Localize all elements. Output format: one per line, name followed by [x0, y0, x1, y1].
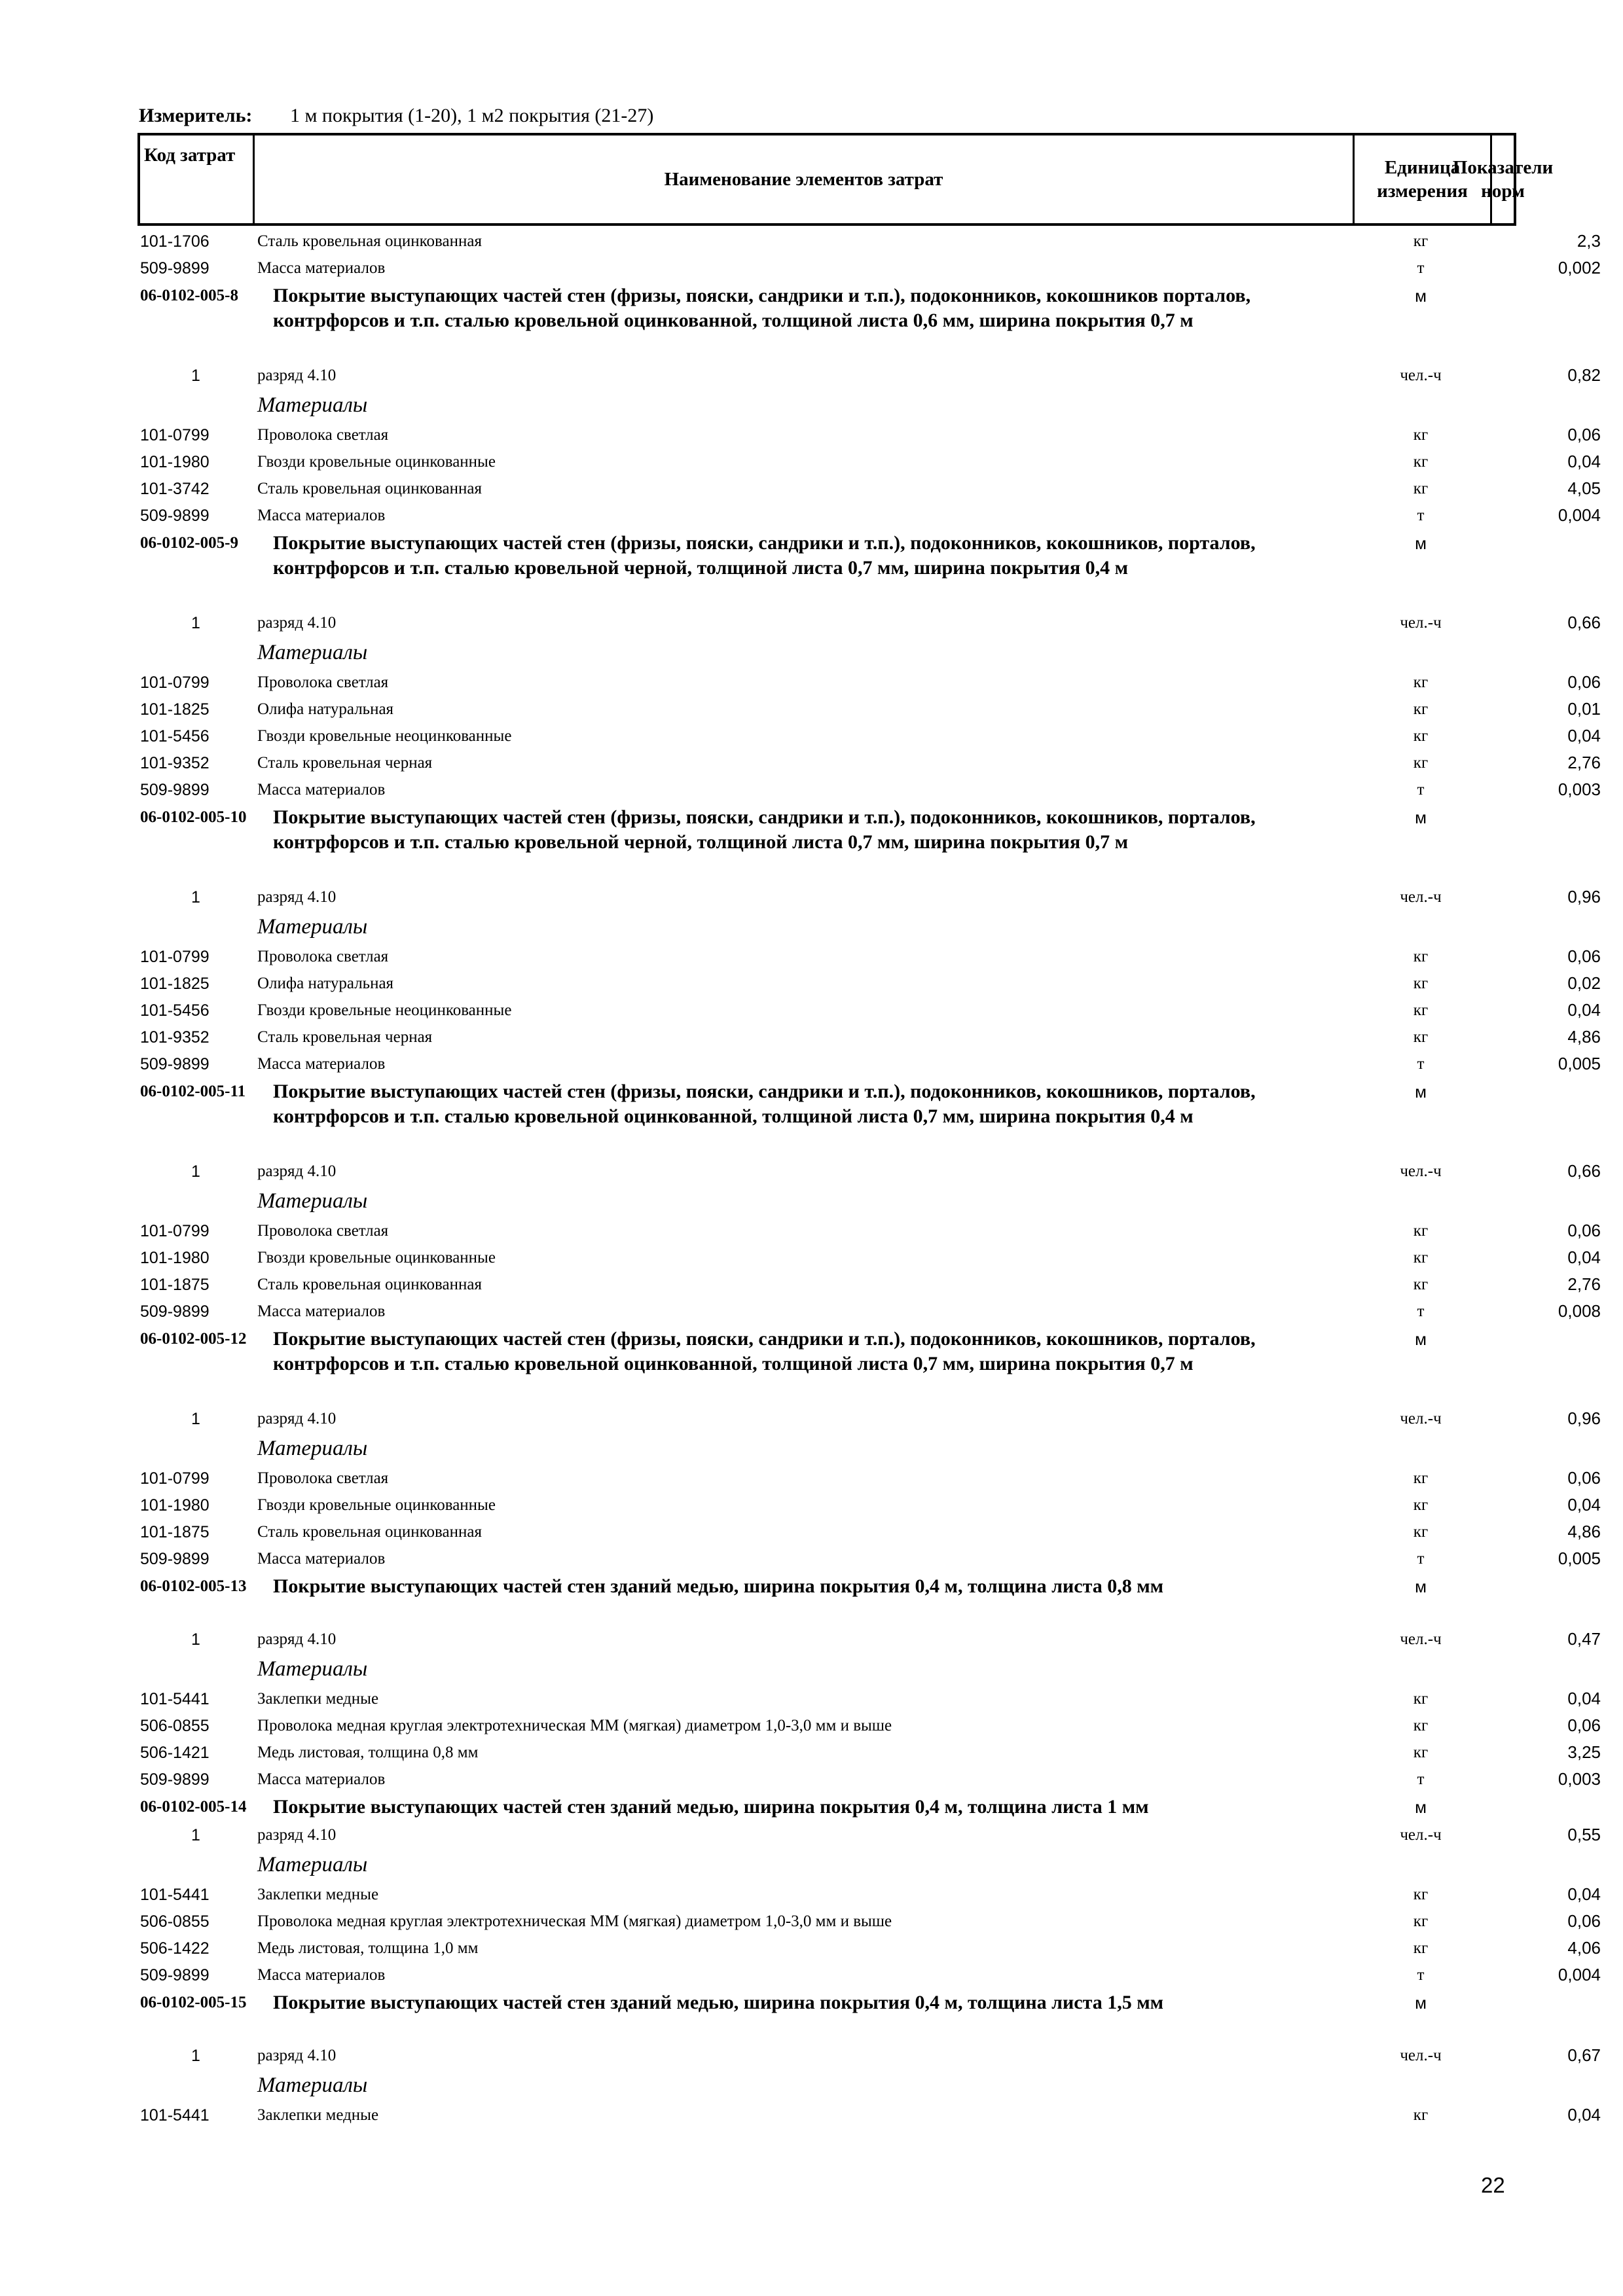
- table-row: [137, 475, 1601, 501]
- row-code: 101-0799: [140, 426, 210, 444]
- row-code: 1: [191, 1410, 200, 1428]
- row-code: 509-9899: [140, 1770, 210, 1789]
- row-unit: кг: [1413, 1222, 1429, 1240]
- row-name: разряд 4.10: [257, 1162, 337, 1180]
- row-code: 06-0102-005-12: [140, 1330, 247, 1348]
- row-name: разряд 4.10: [257, 888, 337, 906]
- row-name: Покрытие выступающих частей стен (фризы, пояски, сандрики и т.п.), подоконников, кокошников, порталов, контрфорсов и т.п. сталью кровельной черной, толщиной листа 0,7 мм, ширина покрытия 0,7 м: [273, 806, 1256, 853]
- table-row: [137, 1821, 1601, 1848]
- row-code: 506-0855: [140, 1912, 210, 1931]
- row-qty: 0,66: [1567, 613, 1601, 632]
- row-qty: 0,04: [1567, 1689, 1601, 1708]
- row-name: Сталь кровельная оцинкованная: [257, 232, 482, 250]
- row-unit: кг: [1413, 1523, 1429, 1541]
- row-unit: м: [1415, 1082, 1427, 1102]
- table-row: [137, 2041, 1601, 2068]
- row-unit: т: [1417, 1550, 1425, 1568]
- row-name: Медь листовая, толщина 1,0 мм: [257, 1939, 479, 1957]
- row-code: 509-9899: [140, 1550, 210, 1568]
- table-row: [137, 609, 1601, 636]
- row-qty: 0,04: [1567, 1247, 1601, 1267]
- row-unit: т: [1417, 507, 1425, 524]
- row-name: Проволока светлая: [257, 426, 389, 444]
- header-name: Наименование элементов затрат: [255, 135, 1355, 223]
- row-unit: кг: [1413, 1912, 1429, 1930]
- row-code: 1: [191, 2047, 200, 2065]
- row-code: 101-0799: [140, 948, 210, 966]
- row-code: 101-1980: [140, 453, 210, 471]
- row-qty: 0,003: [1558, 780, 1601, 799]
- row-code: 101-5456: [140, 727, 210, 745]
- table-row: [137, 1880, 1601, 1907]
- table-row: [137, 969, 1601, 996]
- row-unit: кг: [1413, 754, 1429, 772]
- work-row: [137, 1571, 1516, 1625]
- row-name: Покрытие выступающих частей стен зданий медью, ширина покрытия 0,4 м, толщина листа 1,5 мм: [273, 1992, 1164, 2013]
- work-row: [137, 1324, 1516, 1405]
- table-row: [137, 1405, 1601, 1431]
- row-name: Материалы: [257, 1189, 368, 1213]
- row-name: Проволока медная круглая электротехническая ММ (мягкая) диаметром 1,0-3,0 мм и выше: [257, 1717, 892, 1734]
- row-unit: м: [1415, 1797, 1427, 1817]
- row-qty: 0,04: [1567, 726, 1601, 745]
- row-code: 509-9899: [140, 1055, 210, 1073]
- row-name: Масса материалов: [257, 259, 386, 277]
- row-qty: 0,04: [1567, 452, 1601, 471]
- row-unit: кг: [1413, 1886, 1429, 1903]
- row-unit: т: [1417, 1770, 1425, 1788]
- row-unit: кг: [1413, 948, 1429, 965]
- row-code: 06-0102-005-13: [140, 1577, 247, 1595]
- row-qty: 0,96: [1567, 1408, 1601, 1428]
- row-code: 1: [191, 614, 200, 632]
- materials-heading-row: [137, 1652, 1516, 1685]
- row-name: Масса материалов: [257, 1055, 386, 1073]
- row-name: Гвозди кровельные оцинкованные: [257, 453, 496, 471]
- table-row: [137, 448, 1601, 475]
- row-code: 101-5441: [140, 1886, 210, 1904]
- row-name: Масса материалов: [257, 1302, 386, 1320]
- row-unit: кг: [1413, 232, 1429, 250]
- row-unit: м: [1415, 1577, 1427, 1596]
- table-row: [137, 254, 1601, 281]
- row-qty: 0,004: [1558, 1965, 1601, 1984]
- row-qty: 2,76: [1567, 1274, 1601, 1294]
- row-unit: чел.-ч: [1400, 888, 1442, 906]
- row-code: 509-9899: [140, 507, 210, 525]
- row-qty: 0,06: [1567, 1715, 1601, 1735]
- row-name: Медь листовая, толщина 0,8 мм: [257, 1744, 479, 1761]
- table-row: [137, 942, 1601, 969]
- row-name: Материалы: [257, 2073, 368, 2097]
- row-code: 06-0102-005-14: [140, 1798, 247, 1816]
- row-code: 101-1706: [140, 232, 210, 251]
- row-code: 101-1980: [140, 1496, 210, 1515]
- row-code: 101-1875: [140, 1523, 210, 1541]
- measure-label: Измеритель:: [139, 105, 253, 126]
- table-row: [137, 883, 1601, 910]
- row-qty: 0,55: [1567, 1825, 1601, 1844]
- row-qty: 0,82: [1567, 365, 1601, 385]
- table-row: [137, 1157, 1601, 1184]
- table-header: [137, 133, 1554, 226]
- row-name: Покрытие выступающих частей стен зданий медью, ширина покрытия 0,4 м, толщина листа 1 мм: [273, 1796, 1149, 1818]
- row-unit: кг: [1413, 1496, 1429, 1514]
- header-unit: Единица измерения: [1355, 135, 1492, 223]
- row-name: Материалы: [257, 393, 368, 417]
- row-unit: кг: [1413, 1001, 1429, 1019]
- row-unit: м: [1415, 1993, 1427, 2013]
- row-name: Гвозди кровельные неоцинкованные: [257, 727, 512, 745]
- row-name: разряд 4.10: [257, 614, 337, 632]
- row-code: 509-9899: [140, 1302, 210, 1321]
- row-qty: 0,04: [1567, 1000, 1601, 1020]
- row-qty: 0,003: [1558, 1769, 1601, 1789]
- row-unit: кг: [1413, 700, 1429, 718]
- table-row: [137, 421, 1601, 448]
- row-name: Материалы: [257, 915, 368, 939]
- work-row: [137, 281, 1516, 361]
- row-code: 101-0799: [140, 1222, 210, 1240]
- row-qty: 0,005: [1558, 1549, 1601, 1568]
- row-name: Гвозди кровельные оцинкованные: [257, 1496, 496, 1514]
- row-unit: м: [1415, 808, 1427, 827]
- table-row: [137, 1961, 1601, 1988]
- page-number: 22: [1481, 2173, 1505, 2197]
- materials-heading-row: [137, 910, 1516, 942]
- row-name: разряд 4.10: [257, 367, 337, 384]
- row-qty: 2,76: [1567, 753, 1601, 772]
- row-unit: т: [1417, 1055, 1425, 1073]
- row-name: Олифа натуральная: [257, 975, 394, 992]
- row-unit: чел.-ч: [1400, 1162, 1442, 1180]
- row-name: Гвозди кровельные неоцинкованные: [257, 1001, 512, 1019]
- row-unit: т: [1417, 259, 1425, 277]
- row-unit: кг: [1413, 2106, 1429, 2124]
- table-row: [137, 749, 1601, 776]
- row-code: 509-9899: [140, 259, 210, 278]
- row-unit: чел.-ч: [1400, 1630, 1442, 1648]
- row-qty: 0,04: [1567, 1884, 1601, 1904]
- row-qty: 4,05: [1567, 478, 1601, 498]
- table-row: [137, 1625, 1601, 1652]
- row-unit: чел.-ч: [1400, 1826, 1442, 1844]
- row-qty: 4,86: [1567, 1522, 1601, 1541]
- row-name: Масса материалов: [257, 1550, 386, 1568]
- work-row: [137, 802, 1516, 883]
- row-unit: кг: [1413, 1717, 1429, 1734]
- row-unit: кг: [1413, 727, 1429, 745]
- row-name: Проволока светлая: [257, 1222, 389, 1240]
- row-name: Покрытие выступающих частей стен (фризы, пояски, сандрики и т.п.), подоконников, кокошников, порталов, контрфорсов и т.п. сталью кровельной оцинкованной, толщиной листа 0,7 мм, ширина покрытия 0,4 м: [273, 1081, 1256, 1127]
- row-unit: кг: [1413, 1028, 1429, 1046]
- row-name: Гвозди кровельные оцинкованные: [257, 1249, 496, 1266]
- row-code: 101-0799: [140, 673, 210, 692]
- row-name: Заклепки медные: [257, 1690, 379, 1708]
- row-code: 506-1422: [140, 1939, 210, 1958]
- row-name: Олифа натуральная: [257, 700, 394, 718]
- materials-heading-row: [137, 388, 1516, 421]
- row-code: 101-0799: [140, 1469, 210, 1488]
- work-row: [137, 1792, 1516, 1821]
- table-row: [137, 501, 1601, 528]
- row-name: Проволока светлая: [257, 673, 389, 691]
- row-code: 101-1825: [140, 975, 210, 993]
- row-qty: 0,002: [1558, 258, 1601, 278]
- row-code: 1: [191, 888, 200, 906]
- row-code: 509-9899: [140, 1966, 210, 1984]
- row-unit: кг: [1413, 1939, 1429, 1957]
- row-unit: чел.-ч: [1400, 1410, 1442, 1427]
- row-name: Проволока светлая: [257, 948, 389, 965]
- row-qty: 0,96: [1567, 887, 1601, 906]
- row-name: Масса материалов: [257, 1966, 386, 1984]
- row-name: Покрытие выступающих частей стен (фризы, пояски, сандрики и т.п.), подоконников, кокошников, порталов, контрфорсов и т.п. сталью кровельной черной, толщиной листа 0,7 мм, ширина покрытия 0,4 м: [273, 532, 1256, 579]
- row-code: 101-3742: [140, 480, 210, 498]
- table-row: [137, 1464, 1601, 1491]
- materials-heading-row: [137, 1431, 1516, 1464]
- row-qty: 0,06: [1567, 1221, 1601, 1240]
- row-code: 06-0102-005-9: [140, 534, 238, 552]
- table-row: [137, 722, 1601, 749]
- row-name: Масса материалов: [257, 1770, 386, 1788]
- measure-line: [139, 105, 653, 127]
- row-name: Покрытие выступающих частей стен (фризы, пояски, сандрики и т.п.), подоконников, кокошников порталов, контрфорсов и т.п. сталью кровельной оцинкованной, толщиной листа 0,6 мм, ширина покрытия 0,7 м: [273, 285, 1251, 331]
- row-qty: 0,005: [1558, 1054, 1601, 1073]
- table-row: [137, 1545, 1601, 1571]
- row-code: 509-9899: [140, 781, 210, 799]
- table-row: [137, 1270, 1601, 1297]
- row-code: 1: [191, 1162, 200, 1181]
- row-name: Сталь кровельная оцинкованная: [257, 1523, 482, 1541]
- row-code: 1: [191, 1826, 200, 1844]
- header-norm: Показатели норм: [1452, 157, 1554, 202]
- row-unit: кг: [1413, 426, 1429, 444]
- table-row: [137, 1765, 1601, 1792]
- table-row: [137, 668, 1601, 695]
- table-row: [137, 1491, 1601, 1518]
- row-name: Заклепки медные: [257, 2106, 379, 2124]
- table-row: [137, 361, 1601, 388]
- row-code: 06-0102-005-11: [140, 1083, 246, 1100]
- row-qty: 0,01: [1567, 699, 1601, 719]
- measure-value: 1 м покрытия (1-20), 1 м2 покрытия (21-27): [289, 105, 654, 126]
- row-unit: т: [1417, 1966, 1425, 1984]
- row-name: Сталь кровельная черная: [257, 754, 433, 772]
- row-qty: 0,06: [1567, 1911, 1601, 1931]
- table-row: [137, 1297, 1601, 1324]
- row-code: 101-5441: [140, 1690, 210, 1708]
- table-body: [137, 227, 1601, 2128]
- row-unit: кг: [1413, 1276, 1429, 1293]
- row-name: разряд 4.10: [257, 1410, 337, 1427]
- header-code: Код затрат: [140, 135, 255, 223]
- row-name: Материалы: [257, 641, 368, 664]
- row-qty: 4,86: [1567, 1027, 1601, 1047]
- row-unit: чел.-ч: [1400, 367, 1442, 384]
- row-code: 101-5441: [140, 2106, 210, 2125]
- table-row: [137, 1738, 1601, 1765]
- row-name: Заклепки медные: [257, 1886, 379, 1903]
- row-qty: 2,3: [1577, 231, 1601, 251]
- row-name: Материалы: [257, 1657, 368, 1681]
- row-name: Покрытие выступающих частей стен зданий медью, ширина покрытия 0,4 м, толщина листа 0,8 мм: [273, 1575, 1164, 1597]
- materials-heading-row: [137, 1184, 1516, 1217]
- table-row: [137, 227, 1601, 254]
- row-code: 101-1875: [140, 1276, 210, 1294]
- row-qty: 0,008: [1558, 1301, 1601, 1321]
- materials-heading-row: [137, 2068, 1516, 2101]
- row-unit: кг: [1413, 1469, 1429, 1487]
- row-unit: кг: [1413, 1690, 1429, 1708]
- row-unit: м: [1415, 286, 1427, 306]
- table-row: [137, 2101, 1601, 2128]
- row-name: Материалы: [257, 1853, 368, 1876]
- table-row: [137, 1907, 1601, 1934]
- row-unit: т: [1417, 781, 1425, 798]
- row-code: 101-9352: [140, 754, 210, 772]
- row-qty: 0,06: [1567, 1468, 1601, 1488]
- row-unit: м: [1415, 1329, 1427, 1349]
- table-row: [137, 1712, 1601, 1738]
- row-qty: 0,67: [1567, 2045, 1601, 2065]
- work-row: [137, 1988, 1516, 2041]
- table-row: [137, 776, 1601, 802]
- row-qty: 0,02: [1567, 973, 1601, 993]
- row-name: Сталь кровельная оцинкованная: [257, 480, 482, 497]
- row-name: разряд 4.10: [257, 1826, 337, 1844]
- table-row: [137, 1685, 1601, 1712]
- row-qty: 3,25: [1567, 1742, 1601, 1762]
- table-row: [137, 1050, 1601, 1077]
- row-code: 506-1421: [140, 1744, 210, 1762]
- materials-heading-row: [137, 1848, 1516, 1880]
- row-code: 1: [191, 367, 200, 385]
- row-code: 1: [191, 1630, 200, 1649]
- row-unit: кг: [1413, 1249, 1429, 1266]
- row-name: Сталь кровельная оцинкованная: [257, 1276, 482, 1293]
- row-code: 101-5456: [140, 1001, 210, 1020]
- row-code: 101-1980: [140, 1249, 210, 1267]
- table-row: [137, 1217, 1601, 1244]
- table-row: [137, 996, 1601, 1023]
- row-name: Проволока светлая: [257, 1469, 389, 1487]
- row-name: разряд 4.10: [257, 1630, 337, 1648]
- row-qty: 4,06: [1567, 1938, 1601, 1958]
- row-qty: 0,66: [1567, 1161, 1601, 1181]
- row-name: Проволока медная круглая электротехническая ММ (мягкая) диаметром 1,0-3,0 мм и выше: [257, 1912, 892, 1930]
- row-qty: 0,04: [1567, 2105, 1601, 2125]
- table-row: [137, 1244, 1601, 1270]
- row-qty: 0,06: [1567, 946, 1601, 966]
- row-qty: 0,04: [1567, 1495, 1601, 1515]
- row-code: 06-0102-005-8: [140, 287, 238, 304]
- row-code: 06-0102-005-15: [140, 1994, 247, 2011]
- row-name: Масса материалов: [257, 781, 386, 798]
- work-row: [137, 1077, 1516, 1157]
- row-code: 06-0102-005-10: [140, 808, 247, 826]
- row-qty: 0,06: [1567, 425, 1601, 444]
- row-unit: м: [1415, 533, 1427, 553]
- row-name: Масса материалов: [257, 507, 386, 524]
- row-unit: чел.-ч: [1400, 2047, 1442, 2064]
- row-name: Покрытие выступающих частей стен (фризы, пояски, сандрики и т.п.), подоконников, кокошников, порталов, контрфорсов и т.п. сталью кровельной оцинкованной, толщиной листа 0,7 мм, ширина покрытия 0,7 м: [273, 1328, 1256, 1374]
- table-row: [137, 1023, 1601, 1050]
- table-row: [137, 695, 1601, 722]
- row-name: Материалы: [257, 1437, 368, 1460]
- row-unit: т: [1417, 1302, 1425, 1320]
- row-qty: 0,47: [1567, 1629, 1601, 1649]
- row-name: разряд 4.10: [257, 2047, 337, 2064]
- row-unit: кг: [1413, 453, 1429, 471]
- row-unit: чел.-ч: [1400, 614, 1442, 632]
- table-row: [137, 1934, 1601, 1961]
- row-name: Сталь кровельная черная: [257, 1028, 433, 1046]
- row-code: 101-1825: [140, 700, 210, 719]
- table-row: [137, 1518, 1601, 1545]
- row-unit: кг: [1413, 1744, 1429, 1761]
- row-qty: 0,004: [1558, 505, 1601, 525]
- materials-heading-row: [137, 636, 1516, 668]
- row-unit: кг: [1413, 673, 1429, 691]
- row-code: 506-0855: [140, 1717, 210, 1735]
- work-row: [137, 528, 1516, 609]
- row-code: 101-9352: [140, 1028, 210, 1047]
- row-unit: кг: [1413, 480, 1429, 497]
- row-qty: 0,06: [1567, 672, 1601, 692]
- row-unit: кг: [1413, 975, 1429, 992]
